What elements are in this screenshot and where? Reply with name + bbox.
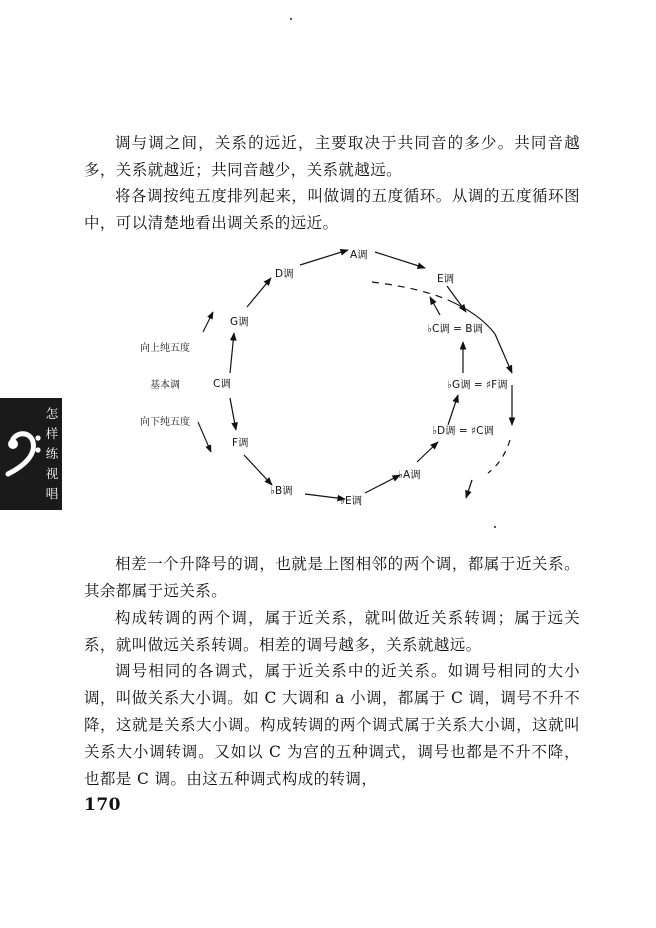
bass-clef-icon [2, 424, 42, 480]
arrow-db-to-gb [448, 395, 458, 425]
node-e: E调 [437, 273, 455, 285]
arrow-cb-to-e [430, 297, 440, 315]
paragraph-2: 将各调按纯五度排列起来，叫做调的五度循环。从调的五度循环图中，可以清楚地看出调关系的远近。 [84, 187, 580, 232]
paragraph-3: 相差一个升降号的调，也就是上图相邻的两个调，都属于近关系。其余都属于远关系。 [84, 555, 580, 600]
circle-arrows [230, 250, 466, 499]
arrow-bb-to-eb [305, 494, 345, 499]
paragraph-4: 构成转调的两个调，属于近关系，就叫做近关系转调；属于远关系，就叫做远关系转调。相差的调号越多，关系就越远。 [84, 609, 580, 654]
node-bb: ♭B调 [270, 485, 293, 497]
side-char: 唱 [45, 486, 59, 501]
node-eb: ♭E调 [340, 495, 363, 507]
label-base-key: 基本调 [150, 380, 180, 391]
side-char: 视 [45, 466, 59, 481]
node-ab: ♭A调 [398, 469, 421, 481]
arrow-c-to-g [230, 333, 234, 373]
arrow-d-to-a [300, 250, 348, 265]
arrow-c-to-f [230, 398, 236, 430]
arrow-eb-to-ab [365, 475, 400, 493]
node-g: G调 [230, 316, 249, 328]
node-d: D调 [275, 268, 294, 280]
side-char: 样 [45, 426, 59, 441]
arrow-g-to-d [247, 278, 271, 307]
node-gb: ♭G调 = ♯F调 [447, 379, 508, 391]
side-arrows [198, 312, 213, 452]
node-a: A调 [350, 249, 368, 261]
node-db: ♭D调 = ♯C调 [432, 425, 494, 437]
arrow-a-to-e [375, 252, 425, 268]
scan-speck [494, 526, 496, 528]
side-char: 怎 [45, 406, 59, 421]
chapter-side-tab [0, 398, 62, 510]
side-tab-title [44, 404, 60, 504]
node-c: C调 [213, 378, 231, 390]
page-number: 170 [84, 795, 121, 815]
label-down-fifth: 向下纯五度 [140, 417, 190, 428]
scan-speck [290, 18, 292, 20]
paragraph-1: 调与调之间，关系的远近，主要取决于共同音的多少。共同音越多，关系就越近；共同音越少，关系就越远。 [84, 134, 580, 179]
arrow-f-to-bb [244, 455, 272, 485]
node-cb: ♭C调 = B调 [427, 323, 483, 335]
paragraph-5: 调号相同的各调式，属于近关系中的近关系。如调号相同的大小调，叫做关系大小调。如 C 大调和 a 小调，都属于 C 调，调号不升不降，这就是关系大小调。构成转调的两个调式属于关系大小调，这就叫关系大小调转调。又如以 C 为宫的五种调式，调号也都是不升不降，也都是 C 调。由这五种调式构成的转调， [84, 662, 580, 788]
side-char: 练 [45, 446, 59, 461]
circle-of-fifths-diagram [0, 230, 656, 530]
label-up-fifth: 向上纯五度 [140, 343, 190, 354]
arrow-ab-to-db [417, 442, 438, 462]
node-f: F调 [232, 437, 249, 449]
